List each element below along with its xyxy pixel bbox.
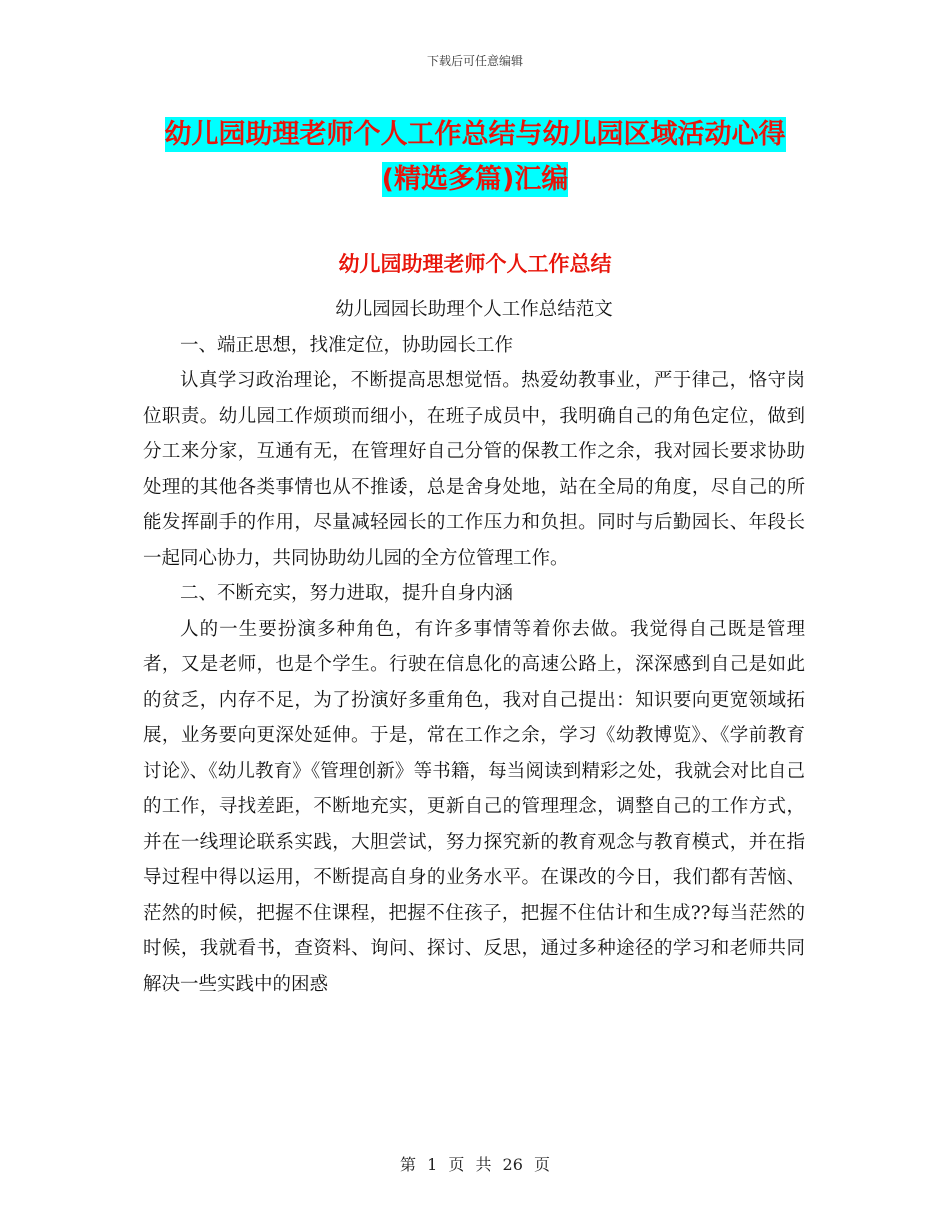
section-title: 幼儿园助理老师个人工作总结 (338, 252, 612, 276)
document-title-text-2: (精选多篇)汇编 (381, 164, 569, 195)
heading-2: 二、不断充实，努力进取，提升自身内涵 (180, 583, 514, 604)
document-title-line-2 (0, 157, 950, 196)
paragraph-1: 认真学习政治理论，不断提高思想觉悟。热爱幼教事业，严于律己，恪守岗位职责。幼儿园工作烦琐而细小，在班子成员中，我明确自己的角色定位，做到分工来分家，互通有无，在管理好自己分管的保教工作之余，我对园长要求协助处理的其他各类事情也从不推诿，总是舍身处地，站在全局的角度，尽自己的所能发挥副手的作用，尽量减轻园长的工作压力和负担。同时与后勤园长、年段长一起同心协力，共同协助幼儿园的全方位管理工作。 (143, 370, 805, 569)
paragraph-2: 人的一生要扮演多种角色，有许多事情等着你去做。我觉得自己既是管理者，又是老师，也是个学生。行驶在信息化的高速公路上，深深感到自己是如此的贫乏，内存不足，为了扮演好多重角色，我对自己提出：知识要向更宽领域拓展，业务要向更深处延伸。于是，常在工作之余，学习《幼教博览》、《学前教育讨论》、《幼儿教育》《管理创新》等书籍，每当阅读到精彩之处，我就会对比自己的工作，寻找差距，不断地充实，更新自己的管理理念，调整自己的工作方式，并在一线理论联系实践，大胆尝试，努力探究新的教育观念与教育模式，并在指导过程中得以运用，不断提高自身的业务水平。在课改的今日，我们都有苦恼、茫然的时候，把握不住课程，把握不住孩子，把握不住估计和生成??每当茫然的时候，我就看书，查资料、询问、探讨、反思，通过多种途径的学习和老师共同解决一些实践中的困惑 (143, 618, 805, 995)
subtitle: 幼儿园园长助理个人工作总结范文 (335, 299, 613, 320)
document-title-text-1: 幼儿园助理老师个人工作总结与幼儿园区域活动心得 (164, 119, 786, 150)
document-body (143, 292, 805, 1002)
heading-1: 一、端正思想，找准定位，协助园长工作 (180, 334, 514, 356)
document-title-line-1 (0, 112, 950, 151)
page-footer: 第 1 页 共 26 页 (400, 1155, 550, 1174)
header-note: 下载后可任意编辑 (426, 54, 523, 68)
